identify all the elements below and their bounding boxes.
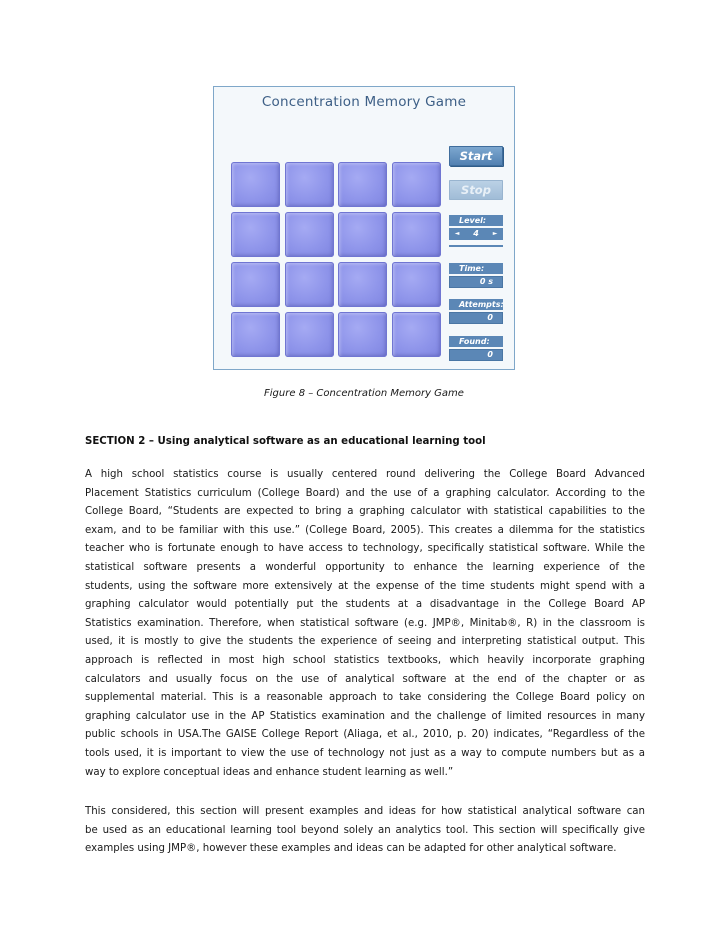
text-line: public schools in USA.The GAISE College Report (Aliaga, et al., 2010, p. 20) indicates, “Regardless of the (85, 729, 645, 741)
memory-card[interactable] (392, 262, 441, 307)
text-line: supplemental material. This is a reasonable approach to take considering the College Board policy on (85, 692, 645, 704)
text-line: Placement Statistics curriculum (College Board) and the use of a graphing calculator. According to the (85, 487, 645, 499)
memory-card[interactable] (338, 312, 387, 357)
level-increase-icon[interactable]: ► (492, 230, 498, 237)
paragraph-2 (85, 803, 645, 859)
game-figure (213, 86, 515, 370)
memory-card[interactable] (231, 162, 280, 207)
level-selector (449, 228, 503, 240)
level-value: 4 (473, 229, 479, 238)
text-line: teacher who is fortunate enough to have access to technology, specifically statistical software. While the (85, 543, 645, 555)
memory-card[interactable] (285, 212, 334, 257)
figure-caption: Figure 8 – Concentration Memory Game (264, 388, 464, 399)
text-line: A high school statistics course is usually centered round delivering the College Board Advanced (85, 469, 645, 480)
section-heading: SECTION 2 – Using analytical software as an educational learning tool (85, 436, 486, 447)
text-line: be used as an educational learning tool beyond solely an analytics tool. This section will specifically give (85, 824, 645, 836)
time-label: Time: (449, 263, 503, 274)
text-line: way to explore conceptual ideas and enhance student learning as well.” (85, 766, 454, 778)
memory-card[interactable] (338, 162, 387, 207)
attempts-label: Attempts: (449, 299, 503, 310)
text-line: used, it is mostly to give the students the experience of seeing and interpreting statistical output. This (85, 636, 645, 648)
memory-card[interactable] (392, 312, 441, 357)
text-line: statistical software presents a wonderful opportunity to enhance the learning experience of the (85, 561, 645, 573)
text-line: This considered, this section will present examples and ideas for how statistical analytical software can (85, 806, 645, 817)
memory-card[interactable] (285, 312, 334, 357)
text-line: tools used, it is important to view the use of technology not just as a way to compute numbers but as a (85, 747, 645, 759)
text-line: graphing calculator use in the AP Statistics examination and the challenge of limited resources in many (85, 710, 645, 722)
level-label: Level: (449, 215, 503, 226)
memory-card[interactable] (338, 212, 387, 257)
text-line: Statistics examination. Therefore, when statistical software (e.g. JMP®, Minitab®, R) in the classroom is (85, 617, 645, 629)
stop-button[interactable]: Stop (449, 180, 503, 200)
text-line: examples using JMP®, however these examples and ideas can be adapted for other analytical software. (85, 843, 617, 855)
attempts-value: 0 (449, 312, 503, 324)
memory-card[interactable] (338, 262, 387, 307)
memory-card[interactable] (231, 312, 280, 357)
memory-card[interactable] (231, 212, 280, 257)
found-label: Found: (449, 336, 503, 347)
text-line: students, using the software more extensively at the expense of the time students might spend with a (85, 580, 645, 592)
time-value: 0 s (449, 276, 503, 288)
memory-card[interactable] (285, 162, 334, 207)
memory-card[interactable] (392, 162, 441, 207)
text-line: approach is reflected in most high school statistics textbooks, which heavily incorporate graphing (85, 654, 645, 666)
memory-card[interactable] (392, 212, 441, 257)
start-button[interactable]: Start (449, 146, 503, 166)
text-line: College Board, “Students are expected to bring a graphing calculator with statistical capabilities to the (85, 506, 645, 518)
game-title: Concentration Memory Game (261, 94, 467, 110)
card-grid (231, 162, 443, 357)
text-line: graphing calculator would potentially put the students at a disadvantage in the College Board AP (85, 599, 645, 611)
level-decrease-icon[interactable]: ◄ (454, 230, 460, 237)
text-line: exam, and to be familiar with this use.” (College Board, 2005). This creates a dilemma for the statistics (85, 524, 645, 536)
text-line: calculators and usually focus on the use of analytical software at the end of the chapter or as (85, 673, 645, 685)
paragraph-1 (85, 466, 645, 782)
memory-card[interactable] (231, 262, 280, 307)
found-value: 0 (449, 349, 503, 361)
divider (449, 245, 503, 247)
memory-card[interactable] (285, 262, 334, 307)
